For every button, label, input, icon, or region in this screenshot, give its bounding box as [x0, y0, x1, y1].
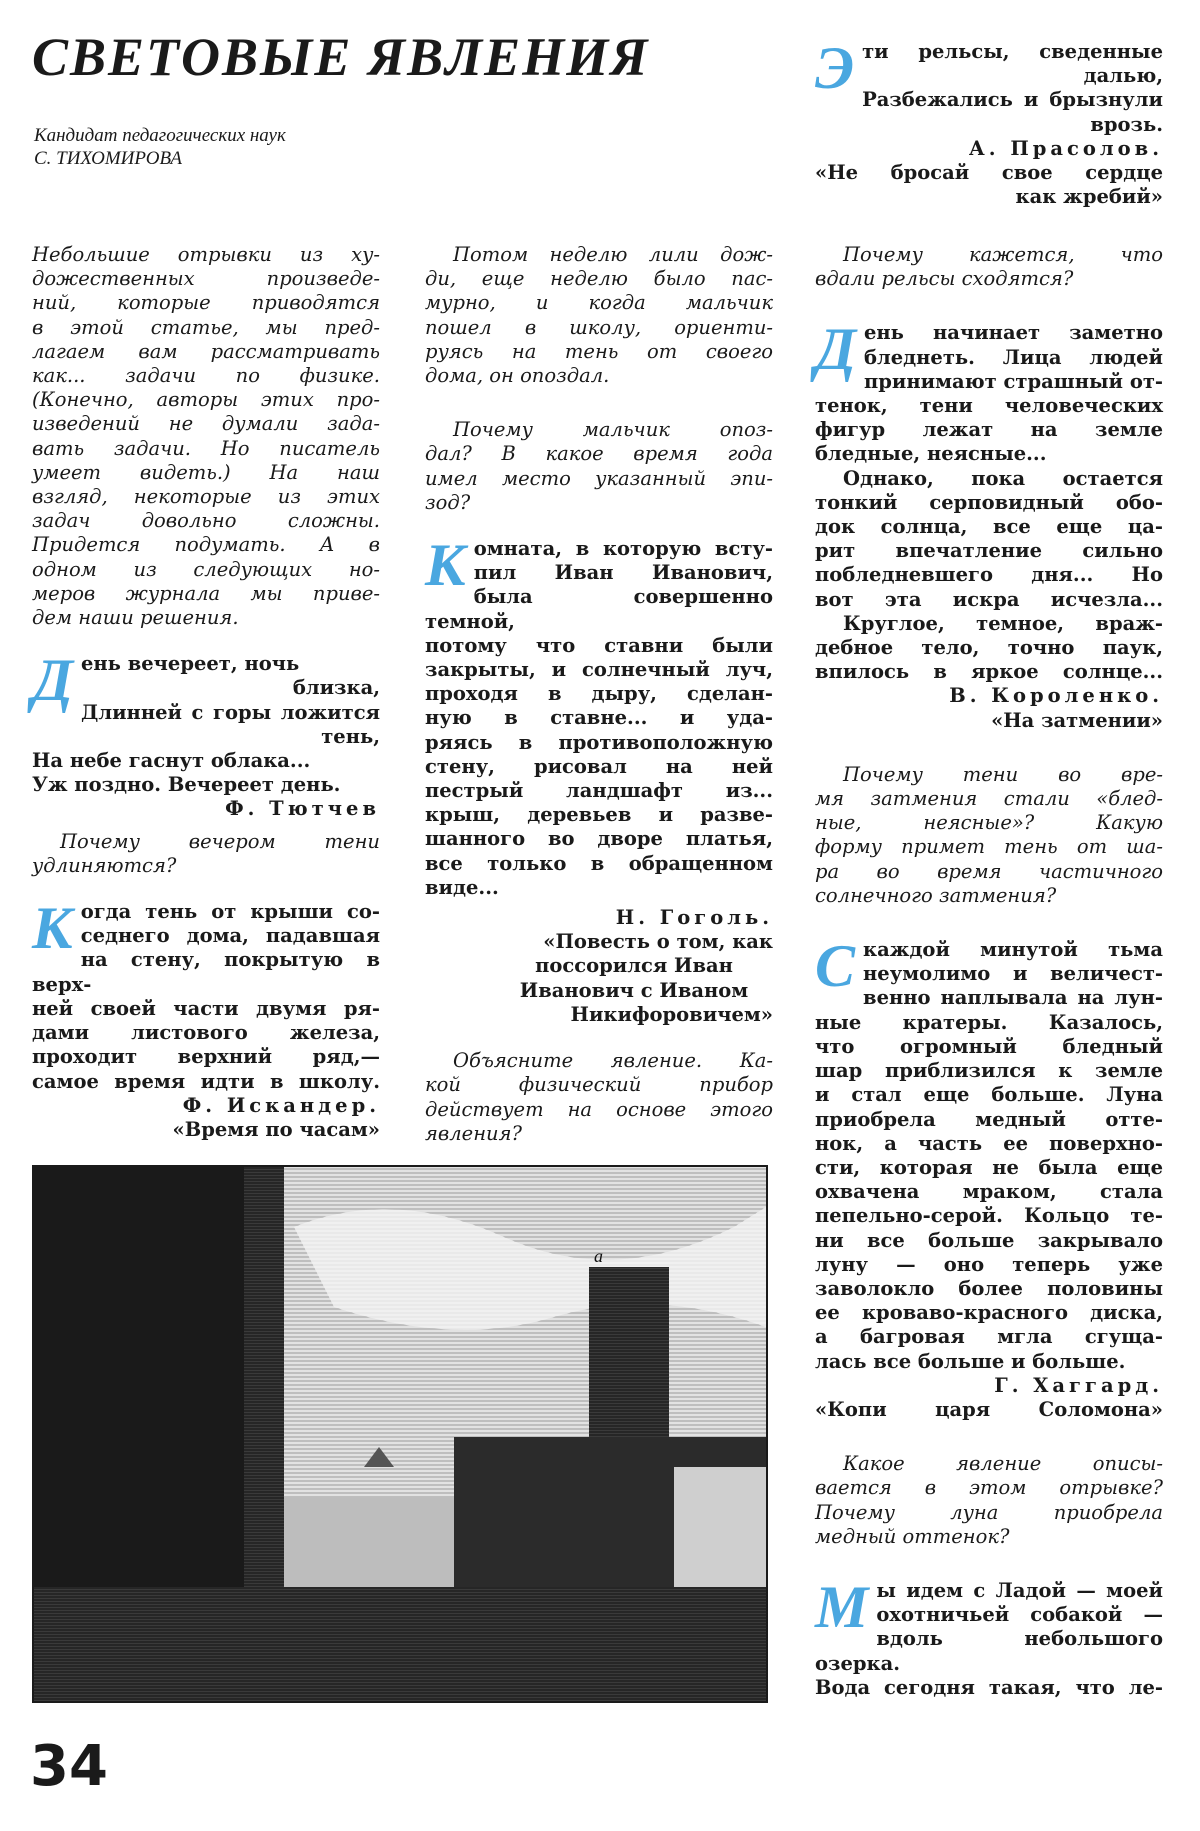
- text-line: все только в обращенном: [425, 851, 773, 875]
- text-line: каждой минутой тьма: [863, 938, 1163, 962]
- text-line: Почему вечером тени: [60, 829, 380, 853]
- text-line: медный оттенок?: [815, 1524, 1010, 1548]
- question: [32, 830, 380, 878]
- text-line: далью,: [1083, 64, 1163, 88]
- text-line: вается в этом отрывке?: [815, 1476, 1163, 1500]
- text-line: ти рельсы, сведенные: [862, 40, 1163, 63]
- text-line: док солнца, все еще ца-: [815, 515, 1163, 539]
- author-title: Кандидат педагогических наук: [34, 125, 286, 146]
- text-line: ные, неясные»? Какую: [815, 811, 1163, 835]
- text-line: шар приблизился к земле: [815, 1059, 1163, 1083]
- text-line: тенок, тени человеческих: [815, 394, 1163, 418]
- text-line: Почему мальчик опоз-: [453, 418, 773, 442]
- text-line: Придется подумать. А в: [32, 533, 380, 557]
- text-line: дами листового железа,: [32, 1021, 380, 1045]
- text-line: (Конечно, авторы этих про-: [32, 388, 380, 412]
- excerpt-author: А. Прасолов.: [968, 136, 1163, 160]
- text-line: пепельно-серой. Кольцо те-: [815, 1204, 1163, 1228]
- question: [815, 243, 1163, 291]
- text-line: заволокло более половины: [815, 1276, 1163, 1300]
- dropcap: К: [32, 895, 73, 962]
- author-byline: [34, 124, 454, 170]
- text-line: принимают страшный от-: [864, 369, 1163, 393]
- text-line: изведений не думали зада-: [32, 412, 380, 436]
- text-line: ра во время частичного: [815, 859, 1163, 883]
- text-line: Потом неделю лили дож-: [453, 243, 773, 266]
- building-light: [674, 1467, 766, 1597]
- text-line: ний, которые приводятся: [32, 291, 380, 315]
- excerpt-author: В. Короленко.: [949, 684, 1163, 708]
- text-line: самое время идти в школу.: [32, 1069, 380, 1093]
- text-line: На небе гаснут облака...: [32, 749, 311, 773]
- column-1: [32, 243, 380, 1142]
- text-line: и стал еще больше. Луна: [815, 1083, 1163, 1107]
- question: [425, 418, 773, 515]
- text-line: стену, рисовал на ней: [425, 754, 773, 778]
- dropcap: Д: [815, 316, 856, 383]
- text-line: меров журнала мы приве-: [32, 581, 380, 605]
- text-line: взгляд, некоторые из этих: [32, 485, 380, 509]
- question: [815, 763, 1163, 908]
- foreground-ground: [34, 1587, 766, 1701]
- text-line: закрыты, и солнечный луч,: [425, 658, 773, 682]
- text-line: была совершенно темной,: [425, 585, 773, 633]
- text-line: Объясните явление. Ка-: [453, 1049, 773, 1073]
- text-line: зод?: [425, 490, 471, 514]
- text-line: проходит верхний ряд,—: [32, 1045, 380, 1069]
- text-line: Разбежались и брызнули: [862, 88, 1163, 112]
- text-line: шанного во дворе платья,: [425, 827, 773, 851]
- column-2: [425, 243, 773, 1146]
- text-line: ее кроваво-красного диска,: [815, 1301, 1163, 1325]
- text-line: мя затмения стали «блед-: [815, 787, 1163, 811]
- excerpt-source: как жребий»: [1015, 185, 1163, 209]
- excerpt-source: «Время по часам»: [172, 1117, 380, 1141]
- text-line: Вода сегодня такая, что ле-: [815, 1675, 1163, 1699]
- intro-paragraph: [32, 243, 380, 630]
- text-line: имел место указанный эпи-: [425, 466, 773, 490]
- excerpt-haggard: [815, 933, 1163, 1422]
- text-line: что огромный бледный: [815, 1034, 1163, 1058]
- text-line: умеет видеть.) На наш: [32, 460, 380, 484]
- excerpt-source: «На затмении»: [991, 708, 1163, 732]
- text-line: побледневшего дня... Но: [815, 563, 1163, 587]
- question: [425, 1049, 773, 1146]
- text-line: вать задачи. Но писатель: [32, 436, 380, 460]
- text-line: удлиняются?: [32, 853, 177, 877]
- dropcap: Э: [815, 35, 855, 101]
- excerpt-source: «Повесть о том, как: [543, 930, 773, 954]
- text-line: фигур лежат на земле: [815, 418, 1163, 442]
- text-line: ряясь в противоположную: [425, 730, 773, 754]
- text-line: охотничьей собакой —: [876, 1603, 1163, 1627]
- text-line: Круглое, темное, враж-: [843, 611, 1163, 635]
- text-line: близка,: [292, 676, 380, 700]
- text-line: пошел в школу, ориенти-: [425, 315, 773, 339]
- buildings-distant: [284, 1497, 454, 1597]
- excerpt-prasolov: [815, 35, 1163, 209]
- column-3: [815, 243, 1163, 1700]
- text-line: ные кратеры. Казалось,: [815, 1010, 1163, 1034]
- text-line: лась все больше и больше.: [815, 1349, 1126, 1373]
- text-line: сти, которая не была еще: [815, 1155, 1163, 1179]
- text-line: одном из следующих но-: [32, 557, 380, 581]
- excerpt-tyutchev: [32, 647, 380, 821]
- text-line: ную в ставне... и уда-: [425, 706, 773, 730]
- text-line: руясь на тень от своего: [425, 339, 773, 363]
- text-line: вот эта искра исчезла...: [815, 587, 1163, 611]
- excerpt-korolenko: [815, 316, 1163, 732]
- text-line: ень вечереет, ночь: [81, 652, 300, 676]
- excerpt-lada: [815, 1573, 1163, 1700]
- dropcap: К: [425, 532, 466, 599]
- text-line: дал? В какое время года: [425, 442, 773, 466]
- text-line: врозь.: [1090, 112, 1163, 136]
- text-line: ни все больше закрывало: [815, 1228, 1163, 1252]
- text-line: а багровая мгла сгуща-: [815, 1325, 1163, 1349]
- text-line: дожественных произведе-: [32, 267, 380, 291]
- excerpt-author: Ф. Искандер.: [182, 1093, 380, 1117]
- text-line: дебное тело, точно паук,: [815, 636, 1163, 660]
- text-line: Почему кажется, что: [843, 243, 1163, 266]
- text-line: вдали рельсы сходятся?: [815, 267, 1074, 291]
- question: [815, 1452, 1163, 1549]
- excerpt-author: Н. Гоголь.: [615, 906, 773, 930]
- text-line: бледные, неясные...: [815, 442, 1047, 466]
- engraving-image: [34, 1167, 766, 1701]
- author-name: С. ТИХОМИРОВА: [34, 148, 182, 169]
- article-title: СВЕТОВЫЕ ЯВЛЕНИЯ: [32, 27, 650, 87]
- text-line: явления?: [425, 1121, 522, 1145]
- text-line: Какое явление описы-: [843, 1452, 1163, 1476]
- text-line: крыш, деревьев и разве-: [425, 803, 773, 827]
- excerpt-source: Никифоровичем»: [570, 1002, 773, 1026]
- text-line: лагаем вам рассматривать: [32, 339, 380, 363]
- text-line: мурно, и когда мальчик: [425, 291, 773, 315]
- text-line: ней своей части двумя ря-: [32, 996, 380, 1020]
- text-line: тень,: [321, 724, 380, 748]
- text-line: Почему тени во вре-: [843, 762, 1163, 786]
- excerpt-author: Г. Хаггард.: [994, 1373, 1163, 1397]
- page-number: 34: [30, 1734, 108, 1799]
- text-line: Небольшие отрывки из ху-: [32, 243, 380, 266]
- text-line: пестрый ландшафт из...: [425, 779, 773, 803]
- text-line: солнечного затмения?: [815, 883, 1057, 907]
- text-line: приобрела медный отте-: [815, 1107, 1163, 1131]
- excerpt-author: Ф. Тютчев: [225, 797, 380, 821]
- text-line: охвачена мраком, стала: [815, 1180, 1163, 1204]
- text-line: форму примет тень от ша-: [815, 835, 1163, 859]
- dropcap: Д: [32, 647, 73, 714]
- text-line: проходя в дыру, сделан-: [425, 682, 773, 706]
- continuation-paragraph: [425, 243, 773, 388]
- text-line: ди, еще неделю было пас-: [425, 267, 773, 291]
- text-line: омната, в которую всту-: [473, 537, 773, 561]
- engraving-illustration: [32, 1165, 768, 1703]
- text-line: луну — оно теперь уже: [815, 1252, 1163, 1276]
- text-line: Почему луна приобрела: [815, 1500, 1163, 1524]
- text-line: потому что ставни были: [425, 633, 773, 657]
- text-line: седнего дома, падавшая: [80, 924, 380, 948]
- dropcap: М: [815, 1573, 869, 1640]
- text-line: виде...: [425, 875, 499, 899]
- excerpt-source: «Не бросай свое сердце: [815, 161, 1163, 185]
- text-line: как... задачи по физике.: [32, 364, 380, 388]
- text-line: вдоль небольшого озерка.: [815, 1627, 1163, 1675]
- text-line: Длинней с горы ложится: [81, 700, 380, 724]
- text-line: в этой статье, мы пред-: [32, 315, 380, 339]
- excerpt-gogol: [425, 532, 773, 1027]
- excerpt-source: «Копи царя Соломона»: [815, 1397, 1163, 1421]
- text-line: нок, а часть ее поверхно-: [815, 1131, 1163, 1155]
- text-line: ень начинает заметно: [864, 321, 1163, 345]
- text-line: Уж поздно. Вечереет день.: [32, 773, 341, 797]
- dropcap: С: [815, 933, 856, 1000]
- excerpt-source: Иванович с Иваном: [519, 978, 749, 1002]
- excerpt-iskander: [32, 895, 380, 1142]
- text-line: огда тень от крыши со-: [80, 900, 380, 924]
- text-line: Однако, пока остается: [843, 466, 1163, 490]
- text-line: ы идем с Ладой — моей: [876, 1578, 1163, 1602]
- text-line: венно наплывала на лун-: [863, 986, 1163, 1010]
- text-line: впилось в яркое солнце...: [815, 660, 1163, 684]
- text-line: дома, он опоздал.: [425, 364, 610, 388]
- illustration-label: а: [594, 1246, 603, 1266]
- text-line: рит впечатление сильно: [815, 539, 1163, 563]
- excerpt-source: поссорился Иван: [535, 954, 733, 978]
- text-line: задач довольно сложны.: [32, 509, 380, 533]
- text-line: неумолимо и величест-: [863, 962, 1163, 986]
- text-line: на стену, покрытую в верх-: [32, 948, 380, 996]
- text-line: дем наши решения.: [32, 606, 239, 630]
- text-line: тонкий серповидный обо-: [815, 490, 1163, 514]
- text-line: пил Иван Иванович,: [473, 561, 773, 585]
- text-line: действует на основе этого: [425, 1097, 773, 1121]
- text-line: кой физический прибор: [425, 1073, 773, 1097]
- text-line: бледнеть. Лица людей: [864, 345, 1163, 369]
